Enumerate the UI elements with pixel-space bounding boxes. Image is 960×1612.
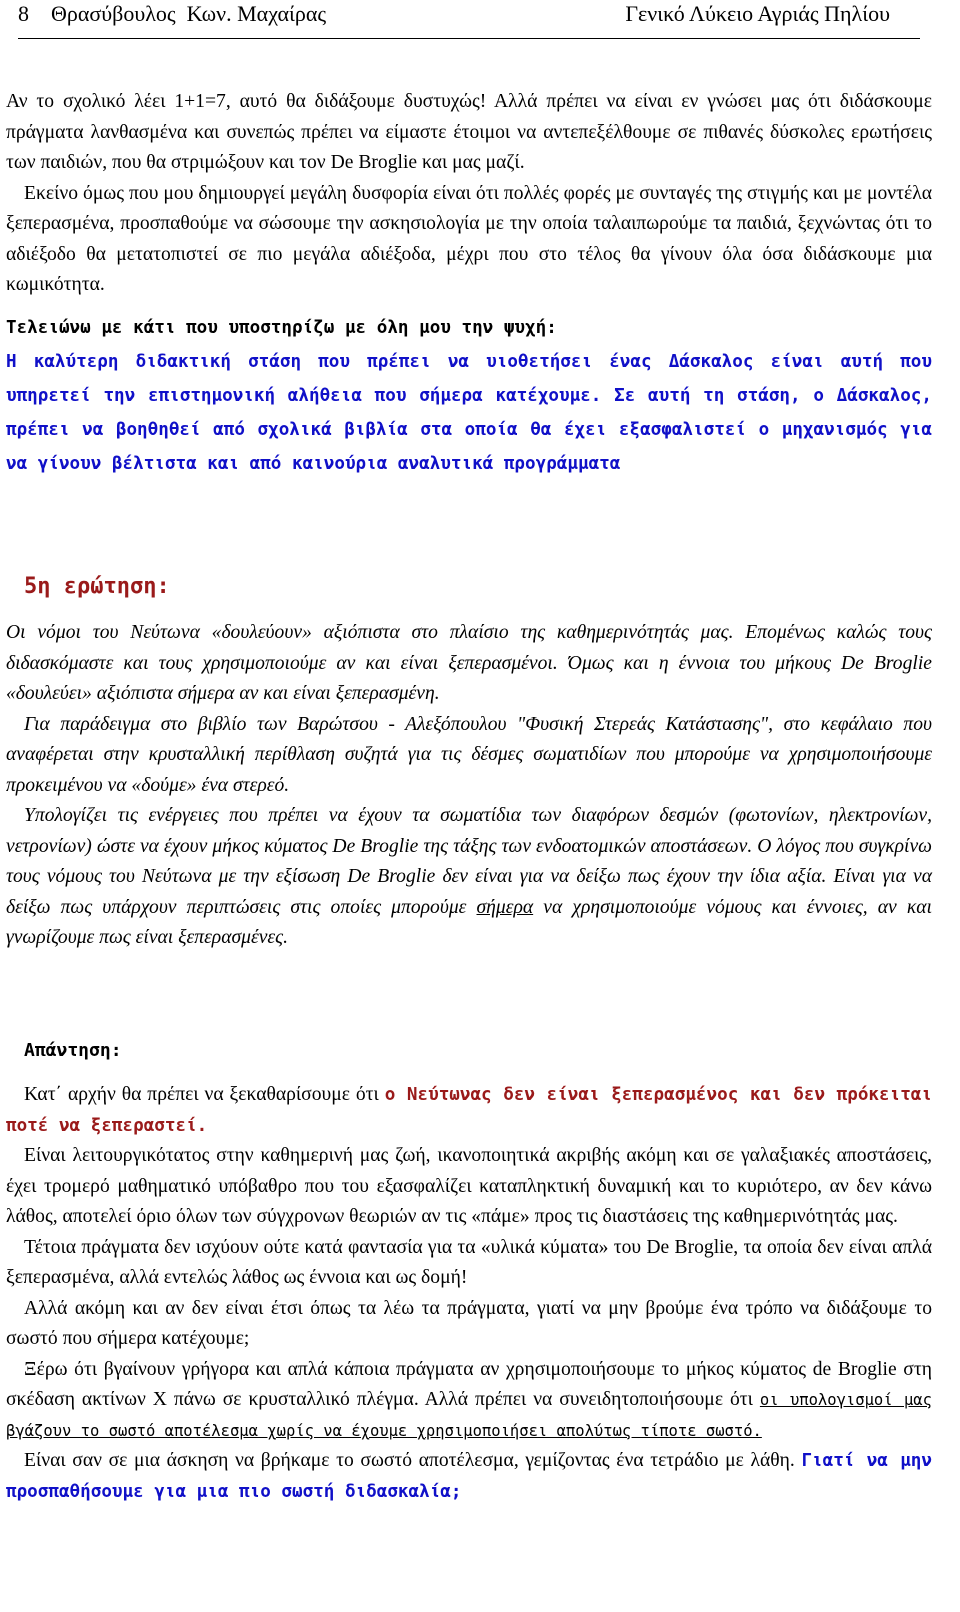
answer-paragraph — [6, 1446, 932, 1507]
header-school: Γενικό Λύκειο Αγριάς Πηλίου — [625, 1, 890, 26]
section-answer — [6, 1080, 932, 1507]
answer-underlined: οι υπολογισμοί μας βγάζουν το σωστό αποτέλεσμα χωρίς να έχουμε χρησιμοποιήσει απολύτως τίποτε σωστό. — [6, 1391, 932, 1440]
question-text: Υπολογίζει τις ενέργειες που πρέπει να έχουν τα σωματίδια των διαφόρων δεσμών (φωτονίων, ηλεκτρονίων, νετρονίων) ώστε να έχουν μήκος κύματος De Broglie της τάξης των ενδοατομικών αποστάσεων. Ο λόγος που συγκρίνω τους νόμους του Νεύτωνα με την εξίσωση De Broglie δεν είναι για να δείξω πως έχουν την ίδια αξία. Είναι για να δείξω πως υπάρχουν περιπτώσεις στις οποίες μπορούμε — [6, 805, 932, 918]
answer-paragraph — [6, 1355, 932, 1447]
question-text: να χρησιμοποιούμε νόμους και έννοιες, αν και γνωρίζουμε πως είναι ξεπερασμένες. — [6, 896, 932, 948]
underlined-word: σήμερα — [476, 896, 534, 918]
conclusion — [6, 311, 932, 481]
question-title: 5η ερώτηση: — [24, 574, 170, 599]
answer-paragraph: Είναι λειτουργικότατος στην καθημερινή μας ζωή, ικανοποιητικά ακριβής ακόμη και σε γαλαξιακές αποστάσεις, έχει τρομερό μαθηματικό υπόβαθρο που του εξασφαλίζει καταπληκτική δυναμική και το κυριότερο, αν δεν κάνω λάθος, αποτελεί όριο όλων των σύγχρονων θεωριών αν τις «πάμε» προς τις διαστάσεις της καθημερινότητάς μας. — [6, 1145, 932, 1227]
section-question — [6, 618, 932, 954]
paragraph: Εκείνο όμως που μου δημιουργεί μεγάλη δυσφορία είναι ότι πολλές φορές με συνταγές της στιγμής και με μοντέλα ξεπερασμένα, προσπαθούμε να σώσουμε την ασκησιολογία με την οποία ταλαιπωρούμε τα παιδιά, ξεχνώντας ότι το αδιέξοδο θα μετατοπιστεί σε πιο μεγάλα αδιέξοδα, μέχρι που στο τέλος θα γίνουν όλα όσα διδάσκουμε μια κωμικότητα. — [6, 182, 932, 295]
section-intro — [6, 87, 932, 481]
answer-paragraph: Τέτοια πράγματα δεν ισχύουν ούτε κατά φαντασία για τα «υλικά κύματα» του De Broglie, τα οποία δεν είναι απλά ξεπερασμένα, αλλά εντελώς λάθος ως έννοια και ως δομή! — [6, 1236, 932, 1288]
answer-title: Απάντηση: — [24, 1040, 122, 1061]
answer-paragraph: Αλλά ακόμη και αν δεν είναι έτσι όπως τα λέω τα πράγματα, γιατί να μην βρούμε ένα τρόπο να διδάξουμε το σωστό που σήμερα κατέχουμε; — [6, 1297, 932, 1349]
conclusion-lead: Τελειώνω με κάτι που υποστηρίζω με όλη μου την ψυχή: — [6, 317, 557, 338]
question-paragraph: Για παράδειγμα στο βιβλίο των Βαρώτσου - Αλεξόπουλου "Φυσική Στερεάς Κατάστασης", στο κεφάλαιο που αναφέρεται στην κρυσταλλική περίθλαση συζητά για τις δέσμες σωματιδίων που μπορούμε να χρησιμοποιήσουμε προκειμένου να «δούμε» ένα στερεό. — [6, 713, 932, 796]
paragraph: Αν το σχολικό λέει 1+1=7, αυτό θα διδάξουμε δυστυχώς! Αλλά πρέπει να είναι εν γνώσει μας ότι διδάσκουμε πράγματα λανθασμένα και συνεπώς πρέπει να είμαστε έτοιμοι να αντεπεξέλθουμε σε πιθανές δύσκολες ερωτήσεις των παιδιών, που θα στριμώξουν και τον De Broglie και μας μαζί. — [6, 91, 932, 173]
answer-question: Γιατί να μην προσπαθήσουμε για μια πιο σωστή διδασκαλία; — [6, 1451, 932, 1502]
answer-text: Κατ΄ αρχήν θα πρέπει να ξεκαθαρίσουμε ότι — [24, 1084, 379, 1105]
page-header — [18, 0, 920, 39]
conclusion-body: Η καλύτερη διδακτική στάση που πρέπει να υιοθετήσει ένας Δάσκαλος είναι αυτή που υπηρετεί την επιστημονική αλήθεια που σήμερα κατέχουμε. Σε αυτή τη στάση, ο Δάσκαλος, πρέπει να βοηθηθεί από σχολικά βιβλία στα οποία θα έχει εξασφαλιστεί ο μηχανισμός για να γίνουν βέλτιστα και από καινούρια αναλυτικά προγράμματα — [6, 351, 932, 474]
question-paragraph: Οι νόμοι του Νεύτωνα «δουλεύουν» αξιόπιστα στο πλαίσιο της καθημερινότητάς μας. Επομένως καλώς τους διδασκόμαστε και τους χρησιμοποιούμε αν και είναι ξεπερασμένοι. Όμως και η έννοια του μήκους De Broglie «δουλεύει» αξιόπιστα σήμερα αν και είναι ξεπερασμένη. — [6, 622, 932, 704]
header-author: 8 Θρασύβουλος Κων. Μαχαίρας — [18, 1, 327, 26]
question-paragraph — [6, 801, 932, 954]
answer-highlight: ο Νεύτωνας δεν είναι ξεπερασμένος και δεν πρόκειται ποτέ να ξεπεραστεί. — [6, 1085, 932, 1136]
answer-text: Ξέρω ότι βγαίνουν γρήγορα και απλά κάποια πράγματα αν χρησιμοποιήσουμε το μήκος κύματος de Broglie στη σκέδαση ακτίνων Χ πάνω σε κρυσταλλικό πλέγμα. Αλλά πρέπει να συνειδητοποιήσουμε ότι — [6, 1358, 932, 1410]
answer-paragraph — [6, 1080, 932, 1141]
answer-text: Είναι σαν σε μια άσκηση να βρήκαμε το σωστό αποτέλεσμα, γεμίζοντας ένα τετράδιο με λάθη. — [24, 1450, 795, 1471]
